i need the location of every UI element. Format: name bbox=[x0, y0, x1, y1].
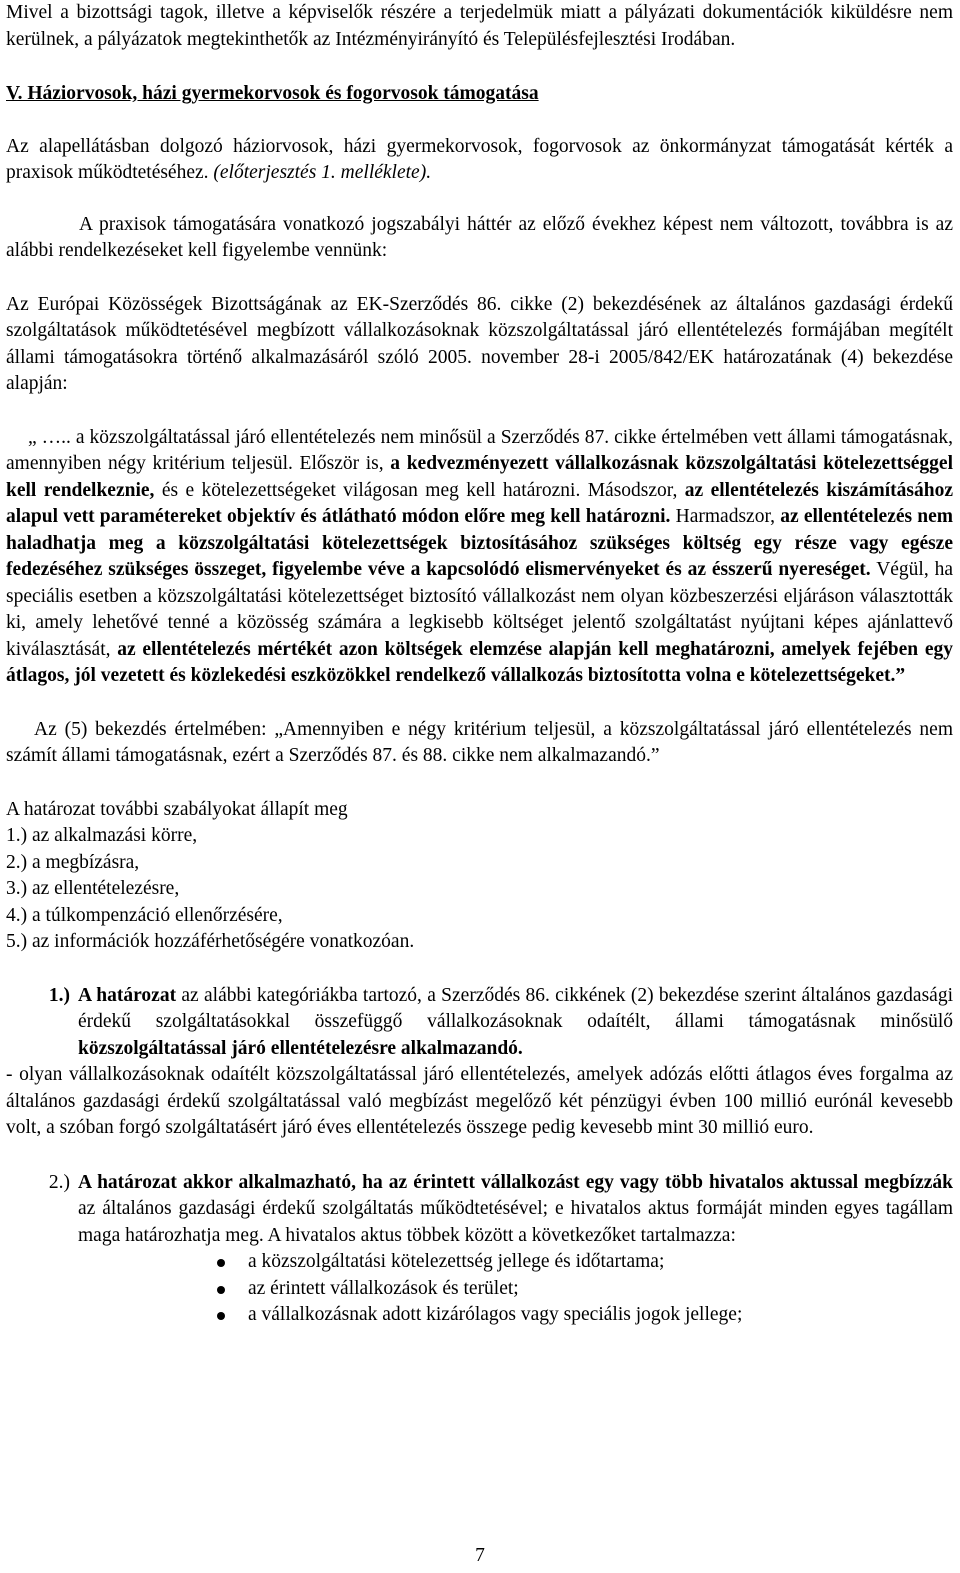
appendix-reference: (előterjesztés 1. melléklete). bbox=[213, 162, 432, 183]
item-number: 1.) bbox=[48, 984, 70, 1006]
bullet-item bbox=[6, 1276, 953, 1303]
quote-bold-2: az ellentételezés kiszámításához alapul vett paramétereket objektív és átlátható módon előre meg kell határozni. bbox=[6, 479, 954, 527]
paragraph-5-quote: Az (5) bekezdés értelmében: „Amennyiben e négy kritérium teljesül, a közszolgáltatással járó ellentételezés nem számít állami támogatásnak, ezért a Szerződés 87. és 88. cikke nem alkalmazandó.” bbox=[6, 718, 953, 766]
section-heading: V. Háziorvosok, házi gyermekorvosok és fogorvosok támogatása bbox=[6, 83, 539, 104]
item-1-body: az alábbi kategóriákba tartozó, a Szerződés 86. cikkének (2) bekezdése szerint általános gazdasági érdekű szolgáltatásokkal összefüggő vállalkozásoknak odaítélt, állami támogatásnak minősülő bbox=[78, 984, 954, 1032]
support-request-text: Az alapellátásban dolgozó háziorvosok, házi gyermekorvosok, fogorvosok az önkormányzat támogatását kérték a praxisok működtetéséhez. bbox=[6, 135, 953, 183]
bullet-icon bbox=[217, 1259, 225, 1267]
item-2-body: az általános gazdasági érdekű szolgáltatás működtetésével; e hivatalos aktus formáját minden egyes tagállam maga határozhatja meg. A hivatalos aktus többek között a következőket tartalmazza: bbox=[78, 1198, 953, 1246]
quote-bold-3: az ellentételezés nem haladhatja meg a közszolgáltatási kötelezettségek biztosításához szükséges költség egy része vagy egésze fedezéséhez szükséges összeget, figyelembe véve a kapcsolódó elismervényeket és az ésszerű nyereséget. bbox=[6, 506, 954, 580]
official-act-contents-list bbox=[6, 1249, 953, 1329]
rules-list-item: 2.) a megbízásra, bbox=[6, 851, 140, 873]
numbered-item-1 bbox=[6, 983, 953, 1063]
bullet-text: a vállalkozásnak adott kizárólagos vagy speciális jogok jellege; bbox=[248, 1304, 743, 1325]
bullet-item bbox=[6, 1249, 953, 1276]
criteria-quote bbox=[6, 425, 953, 690]
support-request-paragraph bbox=[6, 134, 953, 187]
bullet-item bbox=[6, 1302, 953, 1329]
quote-text-3: Harmadszor, bbox=[675, 506, 776, 527]
ec-decision-paragraph: Az Európai Közösségek Bizottságának az EK-Szerződés 86. cikke (2) bekezdésének az általános gazdasági érdekű szolgáltatások működtetésével megbízott vállalkozásoknak közszolgáltatással járó ellentételezés formájában megítélt állami támogatásokra történő alkalmazásáról szóló 2005. november 28-i 2005/842/EK határozatának (4) bekezdése alapján: bbox=[6, 293, 953, 394]
bullet-icon bbox=[217, 1286, 225, 1294]
quote-bold-1: a kedvezményezett vállalkozásnak közszolgáltatási kötelezettséggel kell rendelkeznie, bbox=[6, 453, 954, 501]
quote-text-4: Végül, ha speciális esetben a közszolgáltatási kötelezettséget biztosító vállalkozást nem olyan közbeszerzési eljáráson választották ki, amely lehetővé tenné a közösség számára a legkisebb költséget jelentő szolgáltatást nyújtani képes ajánlattevő kiválasztását, bbox=[6, 559, 954, 660]
intro-paragraph: Mivel a bizottsági tagok, illetve a képviselők részére a terjedelmük miatt a pályázati dokumentációk kiküldésre nem kerülnek, a pályázatok megtekinthetők az Intézményirányító és Településfejlesztési Irodában. bbox=[6, 2, 953, 50]
turnover-condition-paragraph: - olyan vállalkozásoknak odaítélt közszolgáltatással járó ellentételezés, amelyek adózás előtti átlagos éves forgalma az általános gazdasági érdekű szolgáltatással való megbízást megelőző két pénzügyi évben 100 millió eurónál kevesebb volt, a szóban forgó szolgáltatásért járó éves ellentételezés összege pedig kevesebb mint 30 millió euro. bbox=[6, 1064, 953, 1138]
rules-list-item: 1.) az alkalmazási körre, bbox=[6, 825, 198, 846]
bullet-text: a közszolgáltatási kötelezettség jellege és időtartama; bbox=[248, 1251, 665, 1272]
item-2-text bbox=[78, 1170, 953, 1250]
numbered-item-2 bbox=[6, 1170, 953, 1250]
legal-background-paragraph: A praxisok támogatására vonatkozó jogszabályi háttér az előző évekhez képest nem változott, továbbra is az alábbi rendelkezéseket kell figyelembe vennünk: bbox=[6, 213, 953, 261]
rules-list-item: 3.) az ellentételezésre, bbox=[6, 878, 180, 899]
item-1-text bbox=[78, 983, 953, 1063]
item-1-bold-lead: A határozat bbox=[78, 984, 177, 1006]
quote-text-1: „ ….. a közszolgáltatással járó ellentételezés nem minősül a Szerződés 87. cikke értelmében vett állami támogatásnak, amennyiben négy kritérium teljesül. Először is, bbox=[6, 426, 953, 474]
rules-list-item: 4.) a túlkompenzáció ellenőrzésére, bbox=[6, 904, 283, 926]
item-1-bold-end: közszolgáltatással járó ellentételezésre alkalmazandó. bbox=[78, 1037, 523, 1059]
item-2-bold-lead: A határozat akkor alkalmazható, ha az érintett vállalkozást egy vagy több hivatalos aktussal megbízzák bbox=[78, 1171, 953, 1193]
quote-text-2: és e kötelezettségeket világosan meg kell határozni. Másodszor, bbox=[161, 479, 678, 501]
bullet-icon bbox=[217, 1312, 225, 1320]
item-number: 2.) bbox=[48, 1171, 70, 1193]
rules-list-item: 5.) az információk hozzáférhetőségére vonatkozóan. bbox=[6, 931, 415, 952]
bullet-text: az érintett vállalkozások és terület; bbox=[248, 1277, 519, 1299]
page-number: 7 bbox=[475, 1545, 485, 1566]
rules-list-intro: A határozat további szabályokat állapít meg bbox=[6, 798, 348, 820]
rules-list bbox=[6, 797, 953, 956]
quote-bold-4: az ellentételezés mértékét azon költségek elemzése alapján kell meghatározni, amelyek fejében egy átlagos, jól vezetett és közlekedési eszközökkel rendelkező vállalkozás biztosította volna e kötelezettségeket.” bbox=[6, 638, 953, 686]
